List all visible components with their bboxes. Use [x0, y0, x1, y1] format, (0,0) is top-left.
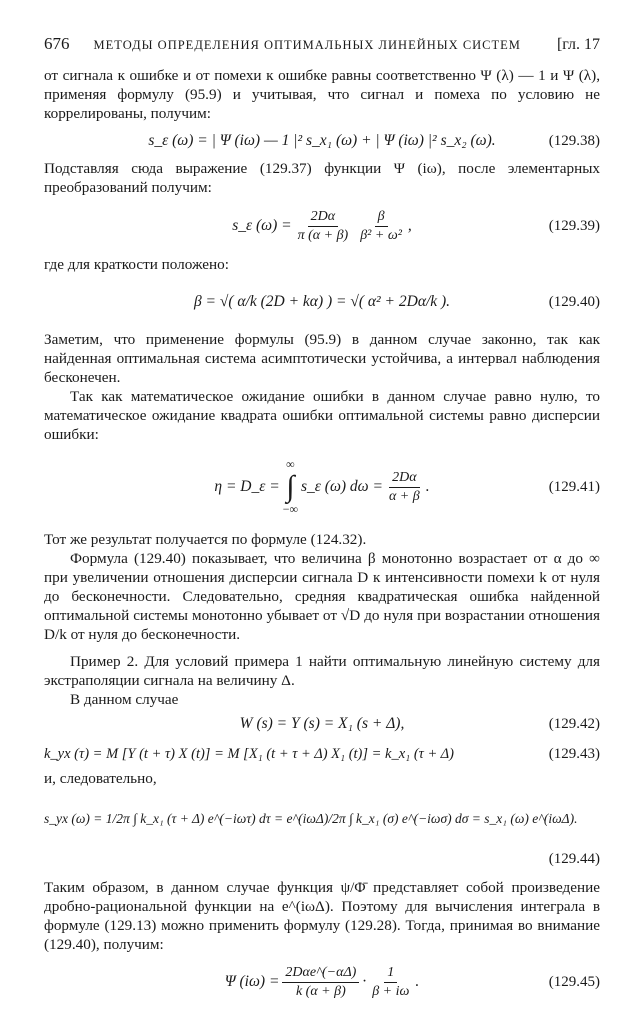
numerator: 2Dαe^(−αΔ): [282, 965, 359, 983]
integral-upper-limit: ∞: [286, 457, 295, 471]
equation-number: (129.42): [548, 715, 600, 732]
paragraph: от сигнала к ошибке и от помехи к ошибке равны соответственно Ψ (λ) — 1 и Ψ (λ), применяя формулу (95.9) и учитывая, что сигнал и помеха по условию не коррелированы, получим:: [44, 67, 600, 122]
equation-number: (129.45): [548, 973, 600, 990]
equation-number: (129.44): [548, 850, 600, 867]
book-page: [44, 34, 600, 1010]
equation-lhs: s_ε (ω) =: [232, 217, 292, 234]
running-title: МЕТОДЫ ОПРЕДЕЛЕНИЯ ОПТИМАЛЬНЫХ ЛИНЕЙНЫХ СИСТЕМ: [93, 38, 521, 52]
equation-129-44: [44, 788, 600, 850]
paragraph: Заметим, что применение формулы (95.9) в данном случае законно, так как найденная оптимальная система асимптотически устойчива, а интервал наблюдения бесконечен.: [44, 331, 600, 386]
fraction: [369, 965, 412, 1000]
paragraph: Тот же результат получается по формуле (124.32).: [44, 531, 367, 548]
denominator: β + iω: [372, 983, 410, 999]
denominator: k (α + β): [295, 983, 346, 999]
equation-129-42: [44, 709, 600, 739]
equation-129-43: [44, 739, 600, 769]
numerator: 2Dα: [308, 209, 338, 227]
integral: [283, 457, 298, 517]
paragraph: В данном случае: [70, 691, 179, 708]
paragraph: где для краткости положено:: [44, 256, 229, 273]
integrand: s_ε (ω) dω =: [301, 478, 383, 495]
equation-129-45: Ψ (iω) = $\frac{\text{2Dαe\textasciicircum{}(−αΔ)}}{k (\alpha + \beta)}$ · $\frac{1}{\beta + i\omega}$ . (129.45): [224, 964, 600, 999]
denominator: β² + ω²: [360, 227, 402, 243]
fraction: [282, 965, 359, 1000]
equation-number-row: [44, 850, 600, 868]
paragraph: и, следовательно,: [44, 770, 157, 787]
equation-129-38: [44, 123, 600, 159]
equation-text: W (s) = Y (s) = X₁ (s + Δ),: [239, 715, 405, 732]
integral-sign-icon: ∫: [286, 470, 295, 503]
running-header: [44, 34, 600, 54]
denominator: π (α + β): [297, 227, 349, 243]
equation-number: (129.43): [548, 745, 600, 762]
equation-129-39: s_ε (ω) = $\frac{2D\alpha}{\pi (\alpha + \beta)}$ $\frac{\beta}{\text{β² + ω²}}$ , (129.39): [232, 208, 600, 243]
fraction: [295, 209, 352, 244]
integral-lower-limit: −∞: [282, 502, 299, 516]
fraction: [386, 470, 423, 505]
paragraph: Подставляя сюда выражение (129.37) функции Ψ (iω), после элементарных преобразований получим:: [44, 160, 600, 196]
equation-number: (129.38): [548, 132, 600, 149]
equation-lhs: Ψ (iω) =: [224, 973, 280, 990]
numerator: 2Dα: [389, 470, 419, 488]
example-statement: Пример 2. Для условий примера 1 найти оптимальную линейную систему для экстраполяции сигнала на величину Δ.: [44, 653, 600, 689]
equation-129-41: η = D_ε = ∞ ∫ −∞ s_ε (ω) dω = $\frac{2D\alpha}{\alpha + \beta}$ . (129.41): [214, 457, 600, 516]
page-number: 676: [44, 34, 70, 53]
equation-lhs: η = D_ε =: [214, 478, 280, 495]
equation-129-40: [44, 274, 600, 330]
equation-number: (129.40): [548, 293, 600, 310]
numerator: β: [375, 209, 388, 227]
equation-number: (129.39): [548, 217, 600, 234]
equation-text: s_yx (ω) = 1/2π ∫ k_x₁ (τ + Δ) e^(−iωτ) dτ = e^(iωΔ)/2π ∫ k_x₁ (σ) e^(−iωσ) dσ = s_x₁ (ω) e^(iωΔ).: [44, 811, 578, 826]
paragraph: Так как математическое ожидание ошибки в данном случае равно нулю, то математическое ожидание квадрата ошибки оптимальной системы равно дисперсии ошибки:: [44, 388, 600, 443]
fraction: [357, 209, 405, 244]
equation-number: (129.41): [548, 478, 600, 495]
equation-text: s_ε (ω) = | Ψ (iω) — 1 |² s_x₁ (ω) + | Ψ (iω) |² s_x₂ (ω).: [148, 132, 496, 149]
denominator: α + β: [388, 488, 420, 504]
chapter-label: [гл. 17: [556, 36, 600, 53]
equation-text: k_yx (τ) = M [Y (t + τ) X (t)] = M [X₁ (t + τ + Δ) X₁ (t)] = k_x₁ (τ + Δ): [44, 745, 454, 762]
paragraph: Таким образом, в данном случае функция ψ/Φ̄ представляет собой произведение дробно-рациональной функции на e^(iωΔ). Поэтому для вычисления интеграла в формуле (129.13) можно применить формулу (129.28). Тогда, принимая во внимание (129.40), получим:: [44, 879, 600, 953]
numerator: 1: [384, 965, 397, 983]
equation-text: β = √( α/k (2D + kα) ) = √( α² + 2Dα/k ).: [193, 293, 451, 310]
paragraph: Формула (129.40) показывает, что величина β монотонно возрастает от α до ∞ при увеличении отношения дисперсии сигнала D к интенсивности помехи k от нуля до бесконечности. Следовательно, средняя квадратическая ошибка найденной оптимальной системы монотонно убывает от √D до нуля при возрастании отношения D/k от нуля до бесконечности.: [44, 550, 600, 643]
